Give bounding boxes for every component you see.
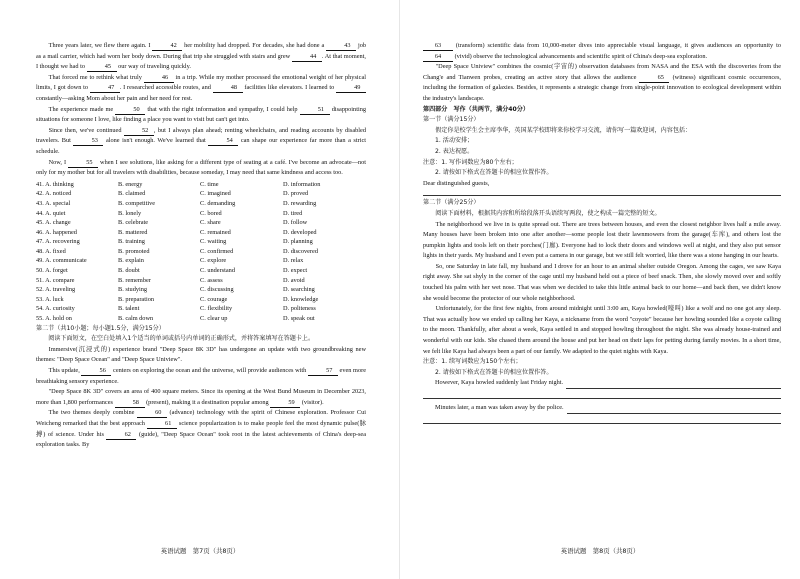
option-choice: 51. A. compare bbox=[36, 276, 75, 284]
blank-53: 53 bbox=[73, 137, 103, 146]
option-choice: C. imagined bbox=[200, 190, 231, 198]
option-row bbox=[36, 228, 366, 238]
answer-line bbox=[423, 389, 781, 399]
blank-48: 48 bbox=[213, 84, 243, 93]
option-choice: 43. A. special bbox=[36, 199, 71, 207]
grammar-paragraph-3: "Deep Space 8K 3D" covers an area of 400 square meters. Since its opening at the West Bund Museum in December 2023, more than 1,800 performances 58 (present), making it a destination popular among 59 (visitor). bbox=[36, 388, 366, 406]
option-choice: 41. A. thinking bbox=[36, 180, 74, 188]
option-choice: B. promoted bbox=[118, 247, 150, 255]
blank-44: 44 bbox=[292, 53, 322, 62]
blank-50: 50 bbox=[115, 106, 145, 115]
section-2-instructions: 阅读下面短文，在空白处填入1个适当的单词或括号内单词的正确形式，并将答案填写在答题卡上。 bbox=[48, 335, 315, 343]
option-row bbox=[36, 209, 366, 219]
option-choice: D. avoid bbox=[283, 276, 305, 284]
blank-51: 51 bbox=[300, 106, 330, 115]
option-choice: 52. A. traveling bbox=[36, 286, 76, 294]
option-choice: 53. A. luck bbox=[36, 295, 64, 303]
grammar-paragraph-2: This update, 56 centers on exploring the ocean and the universe, will provide audiences with 57 even more breathtaking sensory experience. bbox=[36, 367, 366, 385]
option-row bbox=[36, 189, 366, 199]
option-choice: D. knowledge bbox=[283, 295, 319, 303]
option-choice: B. preparation bbox=[118, 295, 155, 303]
story-paragraph-1: The neighborhood we live in is quite spread out. There are trees between houses, and even the closest neighbor lives half a mile away. Many houses have been broken into one after another—some people lost their lawnmowers from the garage(车库), and others lost the pumpkin lights and tools left on their porches(门廊). Everyone had to lock their doors and windows well at night, and they also put sensor lights in their yards. My husband and I even put a camera in our garage, but we still felt worried, like there was a stone hanging in our hearts. bbox=[423, 220, 781, 260]
blank-55: 55 bbox=[68, 159, 98, 168]
option-choice: 44. A. quiet bbox=[36, 209, 66, 217]
blank-47: 47 bbox=[90, 84, 120, 93]
option-row bbox=[36, 199, 366, 209]
option-choice: B. remember bbox=[118, 276, 151, 284]
blank-54: 54 bbox=[208, 137, 238, 146]
option-choice: C. waiting bbox=[200, 238, 227, 246]
blank-43: 43 bbox=[326, 42, 356, 51]
option-choice: 46. A. happened bbox=[36, 228, 77, 236]
writing-2-note-2: 2. 请按如下格式在答题卡的相应位置作答。 bbox=[435, 368, 553, 376]
option-choice: D. rewarding bbox=[283, 199, 317, 207]
option-choice: 54. A. curiosity bbox=[36, 305, 75, 313]
answer-line bbox=[423, 414, 781, 424]
blank-58: 58 bbox=[115, 399, 145, 408]
answer-line bbox=[423, 189, 781, 196]
option-choice: C. time bbox=[200, 180, 219, 188]
option-choice: D. tired bbox=[283, 209, 303, 217]
cloze-paragraph-1: Three years later, we flew there again. I 42 her mobility had dropped. For decades, she had done a 43 job as a mail carrier, which had worn her body down. During that trip she struggled with stairs and grew 44 . At that moment, I thought we had to 45 our way of traveling quickly. bbox=[36, 42, 366, 71]
blank-59: 59 bbox=[270, 399, 300, 408]
writing-1-title: 第一节（满分15分） bbox=[423, 116, 480, 124]
section-2-title: 第二节（共10小题；每小题1.5分，满分15分） bbox=[36, 324, 165, 332]
blank-49: 49 bbox=[336, 84, 366, 93]
option-row bbox=[36, 218, 366, 228]
blank-63: 63 bbox=[423, 42, 453, 51]
option-choice: B. energy bbox=[118, 180, 143, 188]
blank-56: 56 bbox=[81, 367, 111, 376]
option-choice: C. demanding bbox=[200, 199, 236, 207]
right-column bbox=[423, 41, 781, 424]
grammar-paragraph-1: Immersive(沉浸式的) experience brand "Deep Space 8K 3D" has undergone an update with two groundbreaking new themes: "Deep Space Ocean" and "Deep Space Uniview". bbox=[36, 345, 366, 364]
option-row bbox=[36, 285, 366, 295]
option-choice: C. courage bbox=[200, 295, 228, 303]
blank-62: 62 bbox=[106, 431, 136, 440]
blank-52: 52 bbox=[124, 127, 154, 136]
option-choice: C. understand bbox=[200, 267, 235, 275]
option-choice: D. politeness bbox=[283, 305, 316, 313]
option-choice: C. confirmed bbox=[200, 247, 234, 255]
blank-45: 45 bbox=[87, 63, 117, 72]
option-choice: D. speak out bbox=[283, 315, 315, 323]
option-choice: C. discussing bbox=[200, 286, 234, 294]
answer-line bbox=[567, 404, 781, 414]
option-choice: C. bored bbox=[200, 209, 222, 217]
option-choice: 45. A. change bbox=[36, 219, 71, 227]
writing-1-point-1: 1. 活动安排； bbox=[435, 137, 474, 145]
option-choice: D. proved bbox=[283, 190, 309, 198]
page-8 bbox=[400, 0, 800, 579]
blank-64: 64 bbox=[423, 53, 453, 62]
option-choice: D. developed bbox=[283, 228, 317, 236]
cloze-paragraph-2: That forced me to rethink what truly 46 in a trip. While my mother processed the emotional weight of her physical limits, I got down to 47 . I researched accessible routes, and 48 facilities like elevators. I learned to 49 constantly—asking Mom about her pain and her need for rest. bbox=[36, 73, 366, 102]
option-choice: B. doubt bbox=[118, 267, 140, 275]
option-choice: C. explore bbox=[200, 257, 227, 265]
option-choice: 50. A. forget bbox=[36, 267, 68, 275]
cloze-paragraph-3: The experience made me 50 that with the right information and sympathy, I could help 51 disappointing situations for someone I love, like finding a place you want to visit but can't get into. bbox=[36, 105, 366, 124]
cloze-paragraph-5: Now, I 55 when I see solutions, like asking for a different type of seating at a café. I've become an advocate—not only for my mother but for all travelers with disabilities, because someday, I may need that same kindness and access too. bbox=[36, 158, 367, 177]
writing-1-point-2: 2. 表达祝愿。 bbox=[435, 147, 474, 155]
option-choice: D. information bbox=[283, 180, 321, 188]
left-column bbox=[36, 41, 366, 451]
option-choice: B. studying bbox=[118, 286, 148, 294]
blank-46: 46 bbox=[144, 74, 174, 83]
grammar-paragraph-5: 63 (transform) scientific data from 10,000-meter dives into appreciable visual language, it gives audiences an opportunity to 64 (vivid) observe the technological advancements and scientific spirit of China's deep-sea exploration. bbox=[423, 41, 781, 62]
start-sentence-1: However, Kaya howled suddenly last Friday night. bbox=[435, 379, 564, 387]
continuation-start-1 bbox=[423, 378, 781, 389]
option-row bbox=[36, 276, 366, 286]
page-footer-7: 英语试题 第7页（共8页） bbox=[160, 547, 240, 555]
option-choice: B. celebrate bbox=[118, 219, 149, 227]
option-choice: 48. A. fixed bbox=[36, 247, 66, 255]
cloze-options bbox=[36, 180, 366, 324]
blank-60: 60 bbox=[137, 409, 167, 418]
writing-1-note-1: 注意：1. 写作词数应为80个左右； bbox=[423, 158, 518, 166]
option-choice: 55. A. hold on bbox=[36, 315, 72, 323]
option-row bbox=[36, 304, 366, 314]
option-choice: D. relax bbox=[283, 257, 304, 265]
option-row bbox=[36, 237, 366, 247]
answer-line bbox=[566, 379, 781, 389]
page-footer-8: 英语试题 第8页（共8页） bbox=[560, 547, 640, 555]
writing-1-instructions: 假定你是校学生会主席李华，英国某学校即将来你校学习交流，请你写一篇欢迎词，内容包括： bbox=[435, 126, 692, 134]
option-choice: 42. A. noticed bbox=[36, 190, 72, 198]
grammar-paragraph-6: "Deep Space Uniview" combines the cosmic(宇宙的) observation databases from NASA and the ESA with the discoveries from the Chang'e and Tianwen probes, creating an active story that allows the audience 65 (witness) significant cosmic occurrences, including the formation of galaxies. Besides, it represents a strategic change from single-point innovation to ecological development within the industry's landscape. bbox=[423, 63, 781, 102]
option-choice: C. clear up bbox=[200, 315, 228, 323]
continuation-start-2 bbox=[423, 403, 781, 414]
option-choice: B. training bbox=[118, 238, 145, 246]
option-row bbox=[36, 180, 366, 190]
option-choice: B. explain bbox=[118, 257, 144, 265]
start-sentence-2: Minutes later, a man was taken away by the police. bbox=[435, 404, 564, 411]
writing-2-note-1: 注意：1. 续写词数应为150个左右； bbox=[423, 358, 522, 366]
option-choice: C. flexibility bbox=[200, 305, 233, 313]
option-choice: 49. A. communicate bbox=[36, 257, 87, 265]
option-choice: B. lonely bbox=[118, 209, 142, 217]
option-choice: D. follow bbox=[283, 219, 308, 227]
cloze-paragraph-4: Since then, we've continued 52 , but I always plan ahead; renting wheelchairs, and reading accounts by disabled travelers. But 53 alone isn't enough. We've learned that 54 can shape our experience far more than a strict schedule. bbox=[36, 126, 367, 155]
option-choice: B. talent bbox=[118, 305, 140, 313]
option-choice: C. assess bbox=[200, 276, 223, 284]
writing-1-greeting: Dear distinguished guests, bbox=[423, 179, 490, 187]
option-choice: D. discovered bbox=[283, 247, 318, 255]
option-choice: B. calm down bbox=[118, 315, 154, 323]
option-choice: B. competitive bbox=[118, 199, 156, 207]
option-choice: B. mattered bbox=[118, 228, 148, 236]
option-choice: 47. A. recovering bbox=[36, 238, 80, 246]
part-4-title: 第四部分 写作（共两节，满分40分） bbox=[423, 105, 529, 113]
option-choice: C. remained bbox=[200, 228, 231, 236]
option-choice: B. claimed bbox=[118, 190, 146, 198]
blank-65: 65 bbox=[639, 74, 669, 83]
writing-2-title: 第二节（满分25分） bbox=[423, 199, 480, 207]
option-row bbox=[36, 314, 366, 324]
blank-61: 61 bbox=[147, 420, 177, 429]
option-row bbox=[36, 295, 366, 305]
grammar-paragraph-4: The two themes deeply combine 60 (advance) technology with the spirit of Chinese exploration. Professor Cui Weicheng remarked that the best approach 61 science popularization is to make people feel the most dynamic pulse(脉搏) of science. Under his 62 (guide), "Deep Space Ocean" took root in the latest achievements of China's deep-sea exploration tasks. By bbox=[36, 409, 366, 449]
writing-1-note-2: 2. 请按如下格式在答题卡的相应位置作答。 bbox=[435, 169, 553, 177]
option-row bbox=[36, 256, 366, 266]
writing-2-instructions: 阅读下面材料，根据其内容和所给段落开头语续写两段，使之构成一篇完整的短文。 bbox=[435, 209, 661, 217]
option-row bbox=[36, 247, 366, 257]
story-paragraph-3: Unfortunately, for the first few nights, from around midnight until 3:00 am, Kaya howled(嚎叫) like a wolf and no one got any sleep. That was actually how we ended up calling her Kaya, a nickname from the word "coyote" because her howling sounded like a coyote calling to the moon. Thankfully, after about a week, Kaya settled in and stopped howling throughout the night. She was already house-trained and wonderful with our kids. She chased them around the house and put her head on their laps for petting during family movies. In a short time, we felt like Kaya had always been a part of our family. We adapted to the quiet nights with Kaya. bbox=[423, 305, 781, 355]
blank-42: 42 bbox=[152, 42, 182, 51]
option-choice: D. searching bbox=[283, 286, 315, 294]
option-row bbox=[36, 266, 366, 276]
story-paragraph-2: So, one Saturday in late fall, my husband and I drove for an hour to an animal shelter outside Oregon. Among the cages, we saw Kaya right away. She sat shyly in the corner of the cage until my husband held out a piece of beef snack. Then, she slowly moved over and softly touched his palm with her wet nose. That was when we decided to take this little animal back to our home—and back then, we didn't know she would become the protector of our whole neighborhood. bbox=[423, 262, 781, 302]
option-choice: D. expect bbox=[283, 267, 308, 275]
option-choice: D. planning bbox=[283, 238, 313, 246]
blank-57: 57 bbox=[308, 367, 338, 376]
option-choice: C. share bbox=[200, 219, 221, 227]
